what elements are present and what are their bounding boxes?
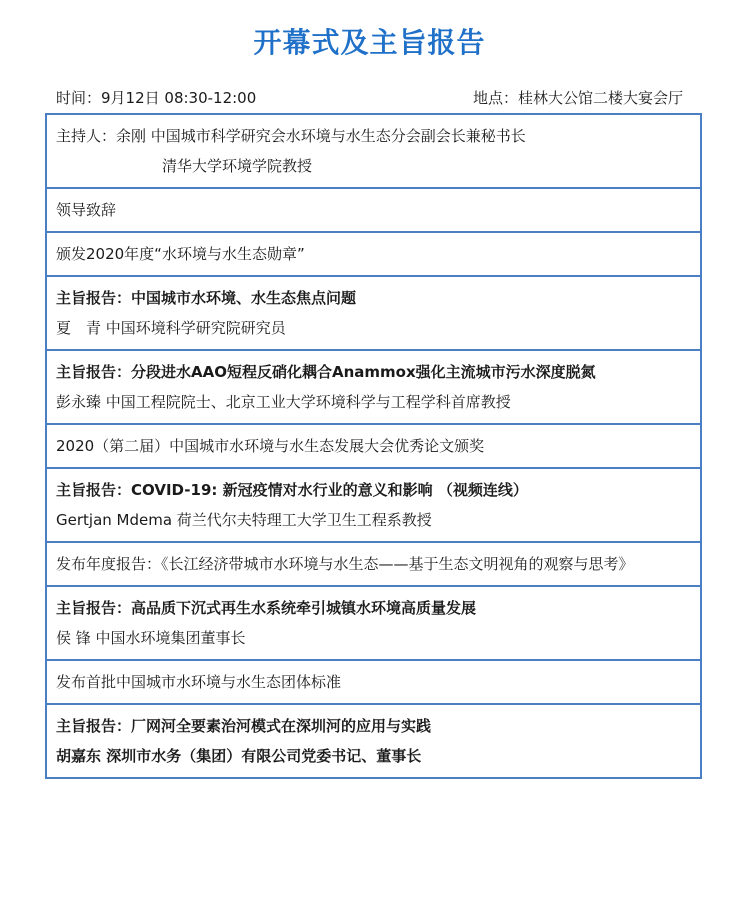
- agenda-row-medal: [47, 231, 700, 275]
- speaker-line: 侯 锋 中国水环境集团董事长: [56, 629, 246, 647]
- agenda-table: [45, 113, 702, 779]
- host-line: 主持人：余刚 中国城市科学研究会水环境与水生态分会副会长兼秘书长: [56, 127, 526, 145]
- agenda-row-leader-speech: [47, 187, 700, 231]
- keynote-title: 主旨报告：中国城市水环境、水生态焦点问题: [56, 289, 357, 307]
- agenda-item-text: 2020（第二届）中国城市水环境与水生态发展大会优秀论文颁奖: [56, 437, 485, 455]
- agenda-row-keynote-5: [47, 703, 700, 777]
- speaker-line: 夏 青 中国环境科学研究院研究员: [56, 319, 286, 337]
- speaker-line: Gertjan Mdema 荷兰代尔夫特理工大学卫生工程系教授: [56, 511, 432, 529]
- keynote-title: 主旨报告：高品质下沉式再生水系统牵引城镇水环境高质量发展: [56, 599, 477, 617]
- agenda-row-keynote-2: [47, 349, 700, 423]
- page-title: 开幕式及主旨报告: [253, 26, 486, 59]
- agenda-item-text: 领导致辞: [56, 201, 117, 219]
- agenda-row-keynote-4: [47, 585, 700, 659]
- event-time: 时间：9月12日 08:30-12:00: [56, 89, 257, 107]
- agenda-item-text: 颁发2020年度“水环境与水生态勋章”: [56, 245, 305, 263]
- event-venue: 地点：桂林大公馆二楼大宴会厅: [472, 89, 683, 107]
- speaker-line: 胡嘉东 深圳市水务（集团）有限公司党委书记、董事长: [56, 747, 422, 765]
- agenda-row-host: [47, 115, 700, 187]
- agenda-row-paper-award: [47, 423, 700, 467]
- keynote-title: 主旨报告：COVID-19: 新冠疫情对水行业的意义和影响 （视频连线）: [56, 481, 528, 499]
- speaker-line: 彭永臻 中国工程院院士、北京工业大学环境科学与工程学科首席教授: [56, 393, 511, 411]
- agenda-row-keynote-1: [47, 275, 700, 349]
- keynote-title: 主旨报告：分段进水AAO短程反硝化耦合Anammox强化主流城市污水深度脱氮: [56, 363, 596, 381]
- agenda-item-text: 发布首批中国城市水环境与水生态团体标准: [56, 673, 342, 691]
- keynote-title: 主旨报告：厂网河全要素治河模式在深圳河的应用与实践: [56, 717, 432, 735]
- agenda-row-annual-report: [47, 541, 700, 585]
- agenda-row-keynote-3: [47, 467, 700, 541]
- agenda-item-text: 发布年度报告：《长江经济带城市水环境与水生态——基于生态文明视角的观察与思考》: [56, 555, 634, 573]
- agenda-row-standards: [47, 659, 700, 703]
- host-affiliation: 清华大学环境学院教授: [162, 157, 313, 175]
